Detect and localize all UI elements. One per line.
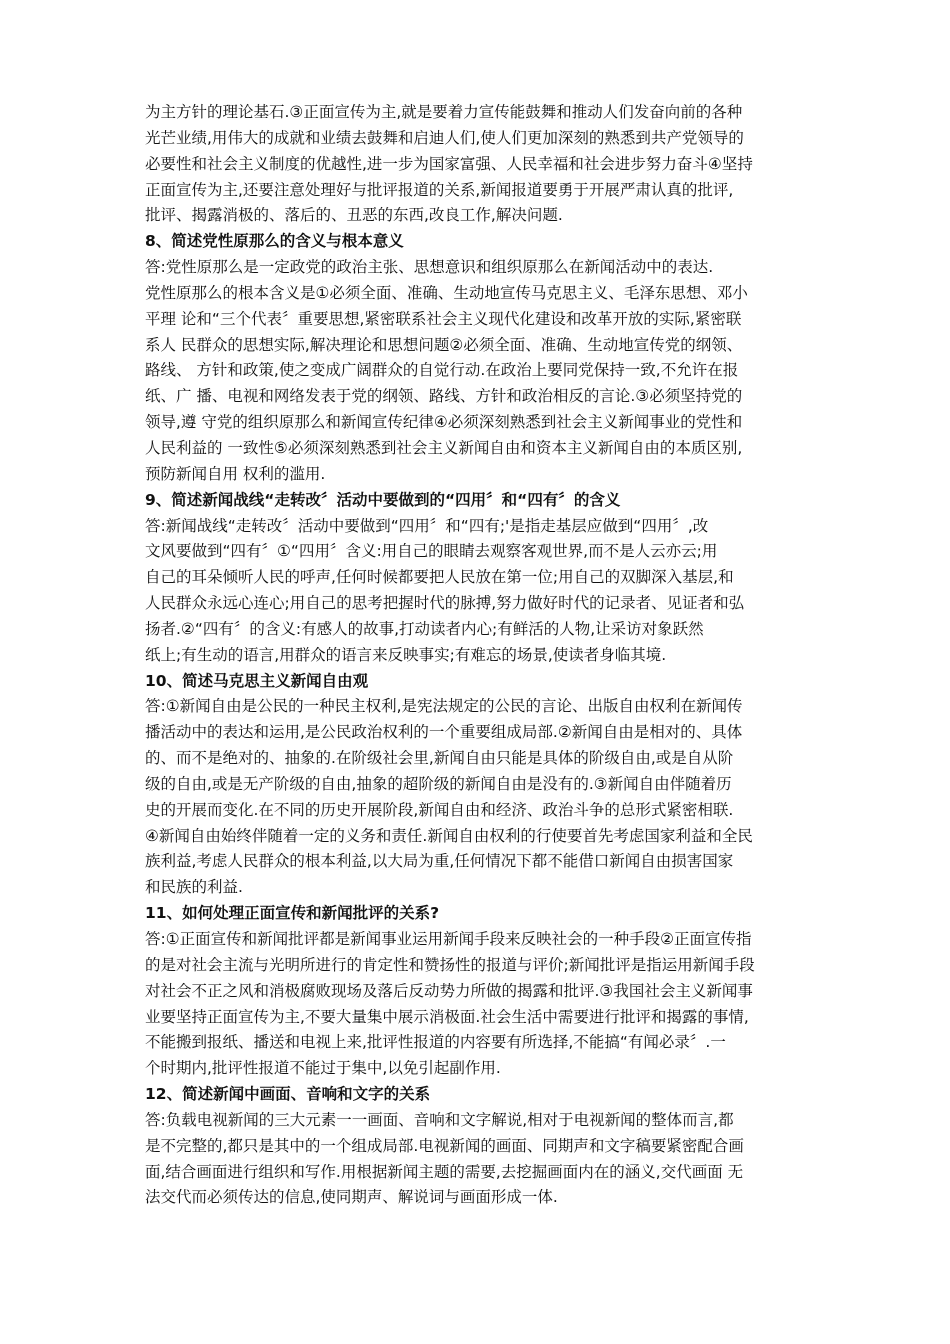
text-line: 答:①新闻自由是公民的一种民主权利,是宪法规定的公民的言论、出版自由权利在新闻传 xyxy=(145,697,743,716)
text-line: 党性原那么的根本含义是①必须全面、准确、生动地宣传马克思主义、毛泽东思想、邓小 xyxy=(145,283,748,302)
text-line: 答:负载电视新闻的三大元素一一画面、音响和文字解说,相对于电视新闻的整体而言,都 xyxy=(145,1110,734,1129)
text-line: 必要性和社会主义制度的优越性,进一步为国家富强、人民幸福和社会进步努力奋斗④坚持 xyxy=(145,154,753,173)
text-line: ④新闻自由始终伴随着一定的义务和责任.新闻自由权利的行使要首先考虑国家利益和全民 xyxy=(145,826,753,845)
section-heading-11: 11、如何处理正面宣传和新闻批评的关系? xyxy=(145,904,440,923)
text-line: 路线、 方针和政策,使之变成广阔群众的自觉行动.在政治上要同党保持一致,不允许在报 xyxy=(145,361,739,380)
text-line: 的是对社会主流与光明所进行的肯定性和赞扬性的报道与评价;新闻批评是指运用新闻手段 xyxy=(145,955,755,974)
document-page xyxy=(145,0,825,1211)
section-heading-8: 8、简述党性原那么的含义与根本意义 xyxy=(145,232,404,251)
text-line: 纸上;有生动的语言,用群众的语言来反映事实;有难忘的场景,使读者身临其境. xyxy=(145,645,667,664)
text-line: 为主方针的理论基石.③正面宣传为主,就是要着力宣传能鼓舞和推动人们发奋向前的各种 xyxy=(145,103,743,121)
text-line: 正面宣传为主,还要注意处理好与批评报道的关系,新闻报道要勇于开展严肃认真的批评, xyxy=(145,180,734,199)
text-line: 族利益,考虑人民群众的根本利益,以大局为重,任何情况下都不能借口新闻自由损害国家 xyxy=(145,852,734,871)
text-line: 业要坚持正面宣传为主,不要大量集中展示消极面.社会生活中需要进行批评和揭露的事情, xyxy=(145,1007,749,1026)
text-line: 史的开展而变化.在不同的历史开展阶段,新闻自由和经济、政治斗争的总形式紧密相联. xyxy=(145,800,734,819)
text-line: 文风要做到“四有〞①“四用〞含义:用自己的眼睛去观察客观世界,而不是人云亦云;用 xyxy=(145,542,718,561)
text-line: 级的自由,或是无产阶级的自由,抽象的超阶级的新闻自由是没有的.③新闻自由伴随着历 xyxy=(145,774,732,793)
text-line: 法交代而必须传达的信息,使同期声、解说词与画面形成一体. xyxy=(145,1188,558,1207)
text-line: 对社会不正之风和消极腐败现场及落后反动势力所做的揭露和批评.③我国社会主义新闻事 xyxy=(145,981,753,1000)
section-heading-12: 12、简述新闻中画面、音响和文字的关系 xyxy=(145,1085,431,1104)
text-line: 个时期内,批评性报道不能过于集中,以免引起副作用. xyxy=(145,1059,501,1078)
text-line: 答:①正面宣传和新闻批评都是新闻事业运用新闻手段来反映社会的一种手段②正面宣传指 xyxy=(145,930,752,948)
text-line: 领导,遵 守党的组织原那么和新闻宣传纪律④必须深刻熟悉到社会主义新闻事业的党性和 xyxy=(145,413,743,432)
text-line: 人民利益的 一致性⑤必须深刻熟悉到社会主义新闻自由和资本主义新闻自由的本质区别, xyxy=(145,438,743,457)
text-line: 预防新闻自用 权利的滥用. xyxy=(145,464,326,483)
text-line: 平理 论和“三个代表〞重要思想,紧密联系社会主义现代化建设和改革开放的实际,紧密联 xyxy=(145,309,742,328)
text-line: 批评、揭露消极的、落后的、丑恶的东西,改良工作,解决问题. xyxy=(145,206,563,225)
text-line: 答:党性原那么是一定政党的政治主张、思想意识和组织原那么在新闻活动中的表达. xyxy=(145,258,714,277)
text-line: 和民族的利益. xyxy=(145,878,243,897)
section-heading-10: 10、简述马克思主义新闻自由观 xyxy=(145,671,369,690)
text-line: 光芒业绩,用伟大的成就和业绩去鼓舞和启迪人们,使人们更加深刻的熟悉到共产党领导的 xyxy=(145,128,744,147)
text-line: 的、而不是绝对的、抽象的.在阶级社会里,新闻自由只能是具体的阶级自由,或是自从阶 xyxy=(145,749,734,768)
text-line: 不能搬到报纸、播送和电视上来,批评性报道的内容要有所选择,不能搞“有闻必录〞.一 xyxy=(145,1033,726,1052)
text-line: 人民群众永远心连心;用自己的思考把握时代的脉搏,努力做好时代的记录者、见证者和弘 xyxy=(145,594,745,613)
text-line: 扬者.②“四有〞的含义:有感人的故事,打动读者内心;有鲜活的人物,让采访对象跃然 xyxy=(145,619,704,638)
text-line: 自己的耳朵倾听人民的呼声,任何时候都要把人民放在第一位;用自己的双脚深入基层,和 xyxy=(145,568,734,587)
text-line: 答:新闻战线“走转改〞活动中要做到“四用〞和“四有;'是指走基层应做到“四用〞,改 xyxy=(145,516,709,535)
text-line: 纸、广 播、电视和网络发表于党的纲领、路线、方针和政治相反的言论.③必须坚持党的 xyxy=(145,387,743,406)
text-line: 系人 民群众的思想实际,解决理论和思想问题②必须全面、准确、生动地宣传党的纲领、 xyxy=(145,335,743,354)
text-line: 面,结合画面进行组织和写作.用根据新闻主题的需要,去挖掘画面内在的涵义,交代画面 无 xyxy=(145,1162,744,1181)
section-heading-9: 9、简述新闻战线“走转改〞活动中要做到的“四用〞和“四有〞的含义 xyxy=(145,490,621,509)
text-line: 播活动中的表达和运用,是公民政治权利的一个重要组成局部.②新闻自由是相对的、具体 xyxy=(145,723,743,742)
text-line: 是不完整的,都只是其中的一个组成局部.电视新闻的画面、同期声和文字稿要紧密配合画 xyxy=(145,1136,744,1155)
